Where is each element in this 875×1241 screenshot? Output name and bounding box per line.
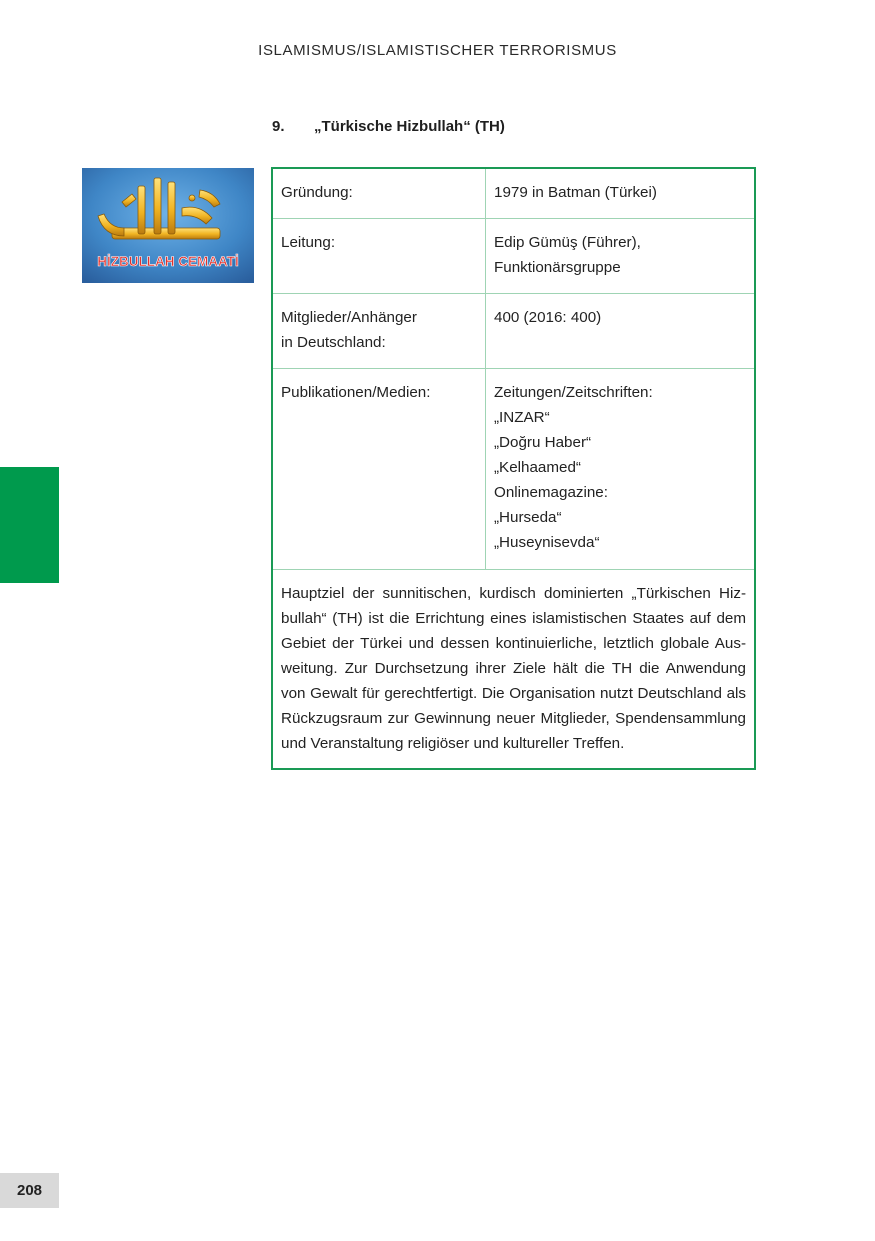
members-label-line: Mitglieder/Anhänger: [281, 309, 417, 326]
hizbullah-logo-graphic: [82, 168, 254, 283]
members-value: 400 (2016: 400): [486, 294, 756, 369]
publication-line: Onlinemagazine:: [494, 484, 608, 501]
founded-label: Gründung:: [272, 168, 486, 219]
members-label-line: in Deutschland:: [281, 334, 386, 351]
section-title: „Türkische Hizbullah“ (TH): [314, 118, 505, 135]
hizbullah-logo: [82, 168, 254, 283]
leadership-line: Funktionärsgruppe: [494, 259, 621, 276]
publications-value: [486, 369, 756, 570]
publication-line: „Hurseda“: [494, 509, 562, 526]
running-header: ISLAMISMUS/ISLAMISTISCHER TERRORISMUS: [258, 42, 617, 59]
leadership-label: Leitung:: [272, 219, 486, 294]
section-number: 9.: [272, 118, 285, 135]
page-number: 208: [0, 1173, 59, 1208]
publication-line: Zeitungen/Zeitschriften:: [494, 384, 653, 401]
leadership-line: Edip Gümüş (Führer),: [494, 234, 641, 251]
table-row-members: [272, 294, 755, 369]
publication-line: „Huseynisevda“: [494, 534, 600, 551]
organization-profile-table: [271, 167, 756, 770]
table-row-publications: [272, 369, 755, 570]
table-row-leadership: [272, 219, 755, 294]
chapter-tab: [0, 467, 59, 583]
publications-label: Publikationen/Medien:: [272, 369, 486, 570]
founded-value: 1979 in Batman (Türkei): [486, 168, 756, 219]
table-row-founded: [272, 168, 755, 219]
logo-caption: HİZBULLAH CEMAATİ: [97, 254, 239, 269]
publication-line: „Doğru Haber“: [494, 434, 592, 451]
section-heading: [272, 118, 505, 135]
summary-text: Hauptziel der sunnitischen, kurdisch dominierten „Türkischen Hizbullah“ (TH) ist die Errichtung eines islamistischen Staates auf dem Gebiet der Türkei und dessen kontinuierliche, letztlich globale Ausweitung. Zur Durchsetzung ihrer Ziele hält die TH die Anwendung von Gewalt für gerechtfertigt. Die Organisation nutzt Deutschland als Rückzugsraum zur Gewinnung neuer Mitglieder, Spendensammlung und Veranstaltung religiöser und kultureller Treffen.: [272, 570, 755, 770]
members-label: [272, 294, 486, 369]
publication-line: „Kelhaamed“: [494, 459, 581, 476]
table-row-summary: [272, 570, 755, 770]
leadership-value: [486, 219, 756, 294]
publication-line: „INZAR“: [494, 409, 550, 426]
